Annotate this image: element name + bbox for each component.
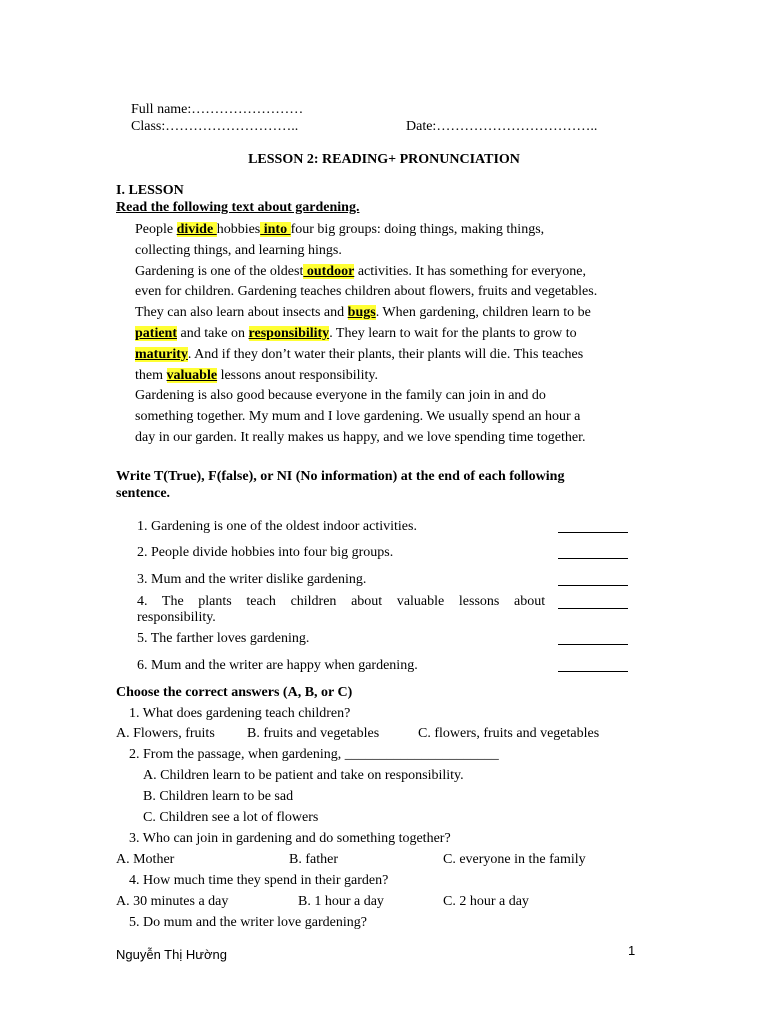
passage-line <box>135 366 655 387</box>
passage-text: and take on <box>177 325 249 341</box>
passage-text: lessons anout responsibility. <box>217 367 378 383</box>
mc-question: 5. Do mum and the writer love gardening? <box>129 915 367 930</box>
mc-option: A. Flowers, fruits <box>116 726 215 741</box>
passage-text: . They learn to wait for the plants to grow to <box>329 325 577 341</box>
mc-option: A. Children learn to be patient and take on responsibility. <box>143 768 464 783</box>
date-field: Date:…………………………….. <box>406 119 598 134</box>
mc-question: 1. What does gardening teach children? <box>129 706 351 721</box>
passage-line <box>135 324 655 345</box>
tf-instruction: Write T(True), F(false), or NI (No information) at the end of each following <box>116 469 565 484</box>
tf-statement: 6. Mum and the writer are happy when gardening. <box>137 658 418 673</box>
mc-option: B. father <box>289 852 338 867</box>
passage-line <box>135 345 655 366</box>
tf-statement-cont: responsibility. <box>137 610 216 625</box>
mc-question: 4. How much time they spend in their garden? <box>129 873 389 888</box>
mc-question: 2. From the passage, when gardening, ______________________ <box>129 747 499 762</box>
page-title: LESSON 2: READING+ PRONUNCIATION <box>248 152 520 167</box>
highlighted-word: patient <box>135 325 177 341</box>
tf-statement: 3. Mum and the writer dislike gardening. <box>137 572 367 587</box>
highlighted-word: outdoor <box>303 263 355 279</box>
passage-text: People <box>135 222 177 237</box>
mc-option: C. everyone in the family <box>443 852 586 867</box>
mc-option: B. 1 hour a day <box>298 894 384 909</box>
tf-instruction-cont: sentence. <box>116 486 171 501</box>
passage-text: . When gardening, children learn to be <box>375 305 591 321</box>
passage-text: hobbies <box>216 222 261 237</box>
reading-instruction: Read the following text about gardening. <box>116 200 360 215</box>
passage-text: four big groups: doing things, making things, <box>290 222 545 237</box>
answer-blank[interactable] <box>558 594 628 609</box>
passage-line: even for children. Gardening teaches children about flowers, fruits and vegetables. <box>135 284 598 300</box>
page-number: 1 <box>628 943 636 958</box>
highlighted-word: responsibility <box>248 325 330 341</box>
passage-text: activities. It has something for everyone, <box>354 263 587 279</box>
passage-line <box>135 262 655 283</box>
tf-statement: 4. The plants teach children about valuable lessons about <box>137 594 546 609</box>
highlighted-word: divide <box>176 222 217 237</box>
highlighted-word: into <box>260 222 291 237</box>
footer-author: Nguyễn Thị Hường <box>116 947 227 962</box>
highlighted-word: maturity <box>135 346 188 362</box>
passage-line: Gardening is also good because everyone in the family can join in and do <box>135 388 546 404</box>
tf-statement: 5. The farther loves gardening. <box>137 631 310 646</box>
highlighted-word: bugs <box>347 305 376 321</box>
mc-option: C. Children see a lot of flowers <box>143 810 319 825</box>
mc-option: A. Mother <box>116 852 175 867</box>
mc-option: B. fruits and vegetables <box>247 726 380 741</box>
answer-blank[interactable] <box>558 518 628 533</box>
passage-text: Gardening is one of the oldest <box>135 263 304 279</box>
tf-statement: 2. People divide hobbies into four big groups. <box>137 545 394 560</box>
mc-question: 3. Who can join in gardening and do something together? <box>129 831 451 846</box>
passage-line <box>135 220 655 241</box>
passage-line <box>135 303 655 324</box>
mc-option: C. flowers, fruits and vegetables <box>418 726 600 741</box>
mc-option: A. 30 minutes a day <box>116 894 229 909</box>
mc-option: B. Children learn to be sad <box>143 789 294 804</box>
passage-text: They can also learn about insects and <box>135 305 348 321</box>
answer-blank[interactable] <box>558 630 628 645</box>
class-field: Class:……………………….. <box>131 119 299 134</box>
mc-instruction: Choose the correct answers (A, B, or C) <box>116 685 353 700</box>
passage-line: collecting things, and learning hings. <box>135 242 342 258</box>
tf-statement: 1. Gardening is one of the oldest indoor activities. <box>137 519 417 534</box>
highlighted-word: valuable <box>166 367 218 383</box>
full-name-field: Full name:…………………… <box>131 102 304 117</box>
reading-passage <box>135 220 655 449</box>
section-heading-lesson: I. LESSON <box>116 183 184 198</box>
mc-option: C. 2 hour a day <box>443 894 529 909</box>
answer-blank[interactable] <box>558 544 628 559</box>
passage-line: day in our garden. It really makes us happy, and we love spending time together. <box>135 429 586 445</box>
answer-blank[interactable] <box>558 571 628 586</box>
passage-text: . And if they don’t water their plants, their plants will die. This teaches <box>187 346 584 362</box>
answer-blank[interactable] <box>558 657 628 672</box>
passage-text: them <box>135 367 167 383</box>
passage-line: something together. My mum and I love gardening. We usually spend an hour a <box>135 409 581 425</box>
